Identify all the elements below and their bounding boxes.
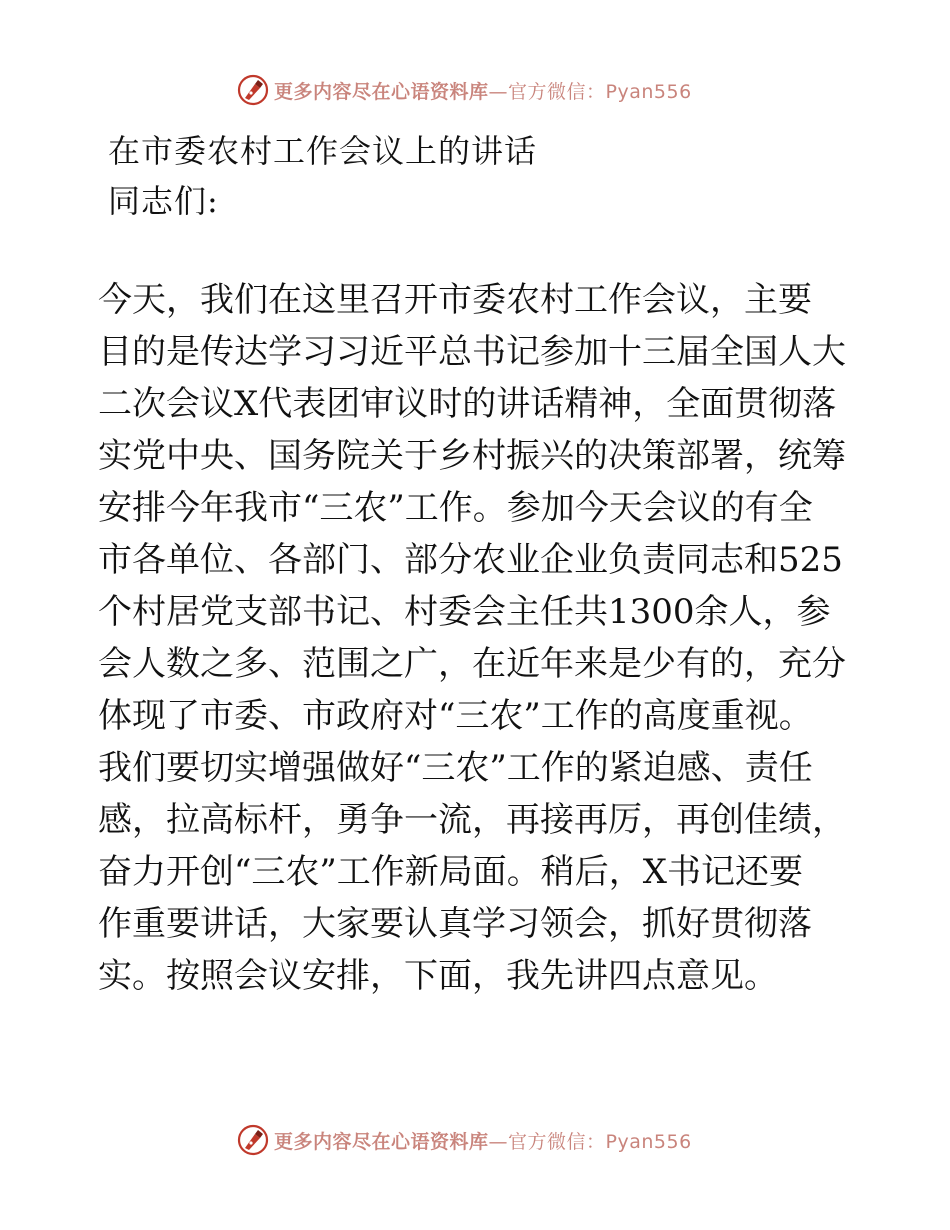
paragraph-line: 会人数之多、范围之广，在近年来是少有的，充分 [98, 644, 846, 684]
paragraph-line: 实党中央、国务院关于乡村振兴的决策部署，统筹 [98, 436, 846, 476]
header-watermark [236, 72, 692, 108]
document-paragraph [98, 274, 846, 1002]
watermark-wechat-label: 官方微信： [508, 80, 606, 103]
paragraph-line: 我们要切实增强做好“三农”工作的紧迫感、责任 [98, 748, 813, 788]
watermark-brand: 更多内容尽在心语资料库 [274, 1130, 489, 1153]
paragraph-line: 奋力开创“三农”工作新局面。稍后，X书记还要 [98, 852, 803, 892]
paragraph-line: 目的是传达学习习近平总书记参加十三届全国人大 [98, 332, 846, 372]
paragraph-line: 个村居党支部书记、村委会主任共1300余人，参 [98, 592, 831, 632]
paragraph-line: 安排今年我市“三农”工作。参加今天会议的有全 [98, 488, 813, 528]
watermark-wechat-label: 官方微信： [508, 1130, 606, 1153]
paragraph-line: 今天，我们在这里召开市委农村工作会议，主要 [98, 280, 812, 320]
watermark-text [274, 1127, 692, 1154]
paragraph-line: 体现了市委、市政府对“三农”工作的高度重视。 [98, 696, 813, 736]
watermark-separator: — [488, 1130, 509, 1153]
document-salutation: 同志们: [108, 182, 219, 220]
paragraph-line: 感，拉高标杆，勇争一流，再接再厉，再创佳绩， [98, 800, 846, 840]
watermark-separator: — [488, 80, 509, 103]
watermark-text [274, 77, 692, 104]
paragraph-line: 市各单位、各部门、部分农业企业负责同志和525 [98, 540, 843, 580]
pen-nib-logo-icon [236, 73, 270, 107]
watermark-wechat-account: Pyan556 [605, 1130, 692, 1153]
paragraph-line: 作重要讲话，大家要认真学习领会，抓好贯彻落 [98, 904, 812, 944]
pen-nib-logo-icon [236, 1123, 270, 1157]
watermark-brand: 更多内容尽在心语资料库 [274, 80, 489, 103]
document-title: 在市委农村工作会议上的讲话 [108, 132, 538, 170]
paragraph-line: 实。按照会议安排，下面，我先讲四点意见。 [98, 956, 778, 996]
footer-watermark [236, 1122, 692, 1158]
watermark-wechat-account: Pyan556 [605, 80, 692, 103]
paragraph-line: 二次会议X代表团审议时的讲话精神，全面贯彻落 [98, 384, 837, 424]
